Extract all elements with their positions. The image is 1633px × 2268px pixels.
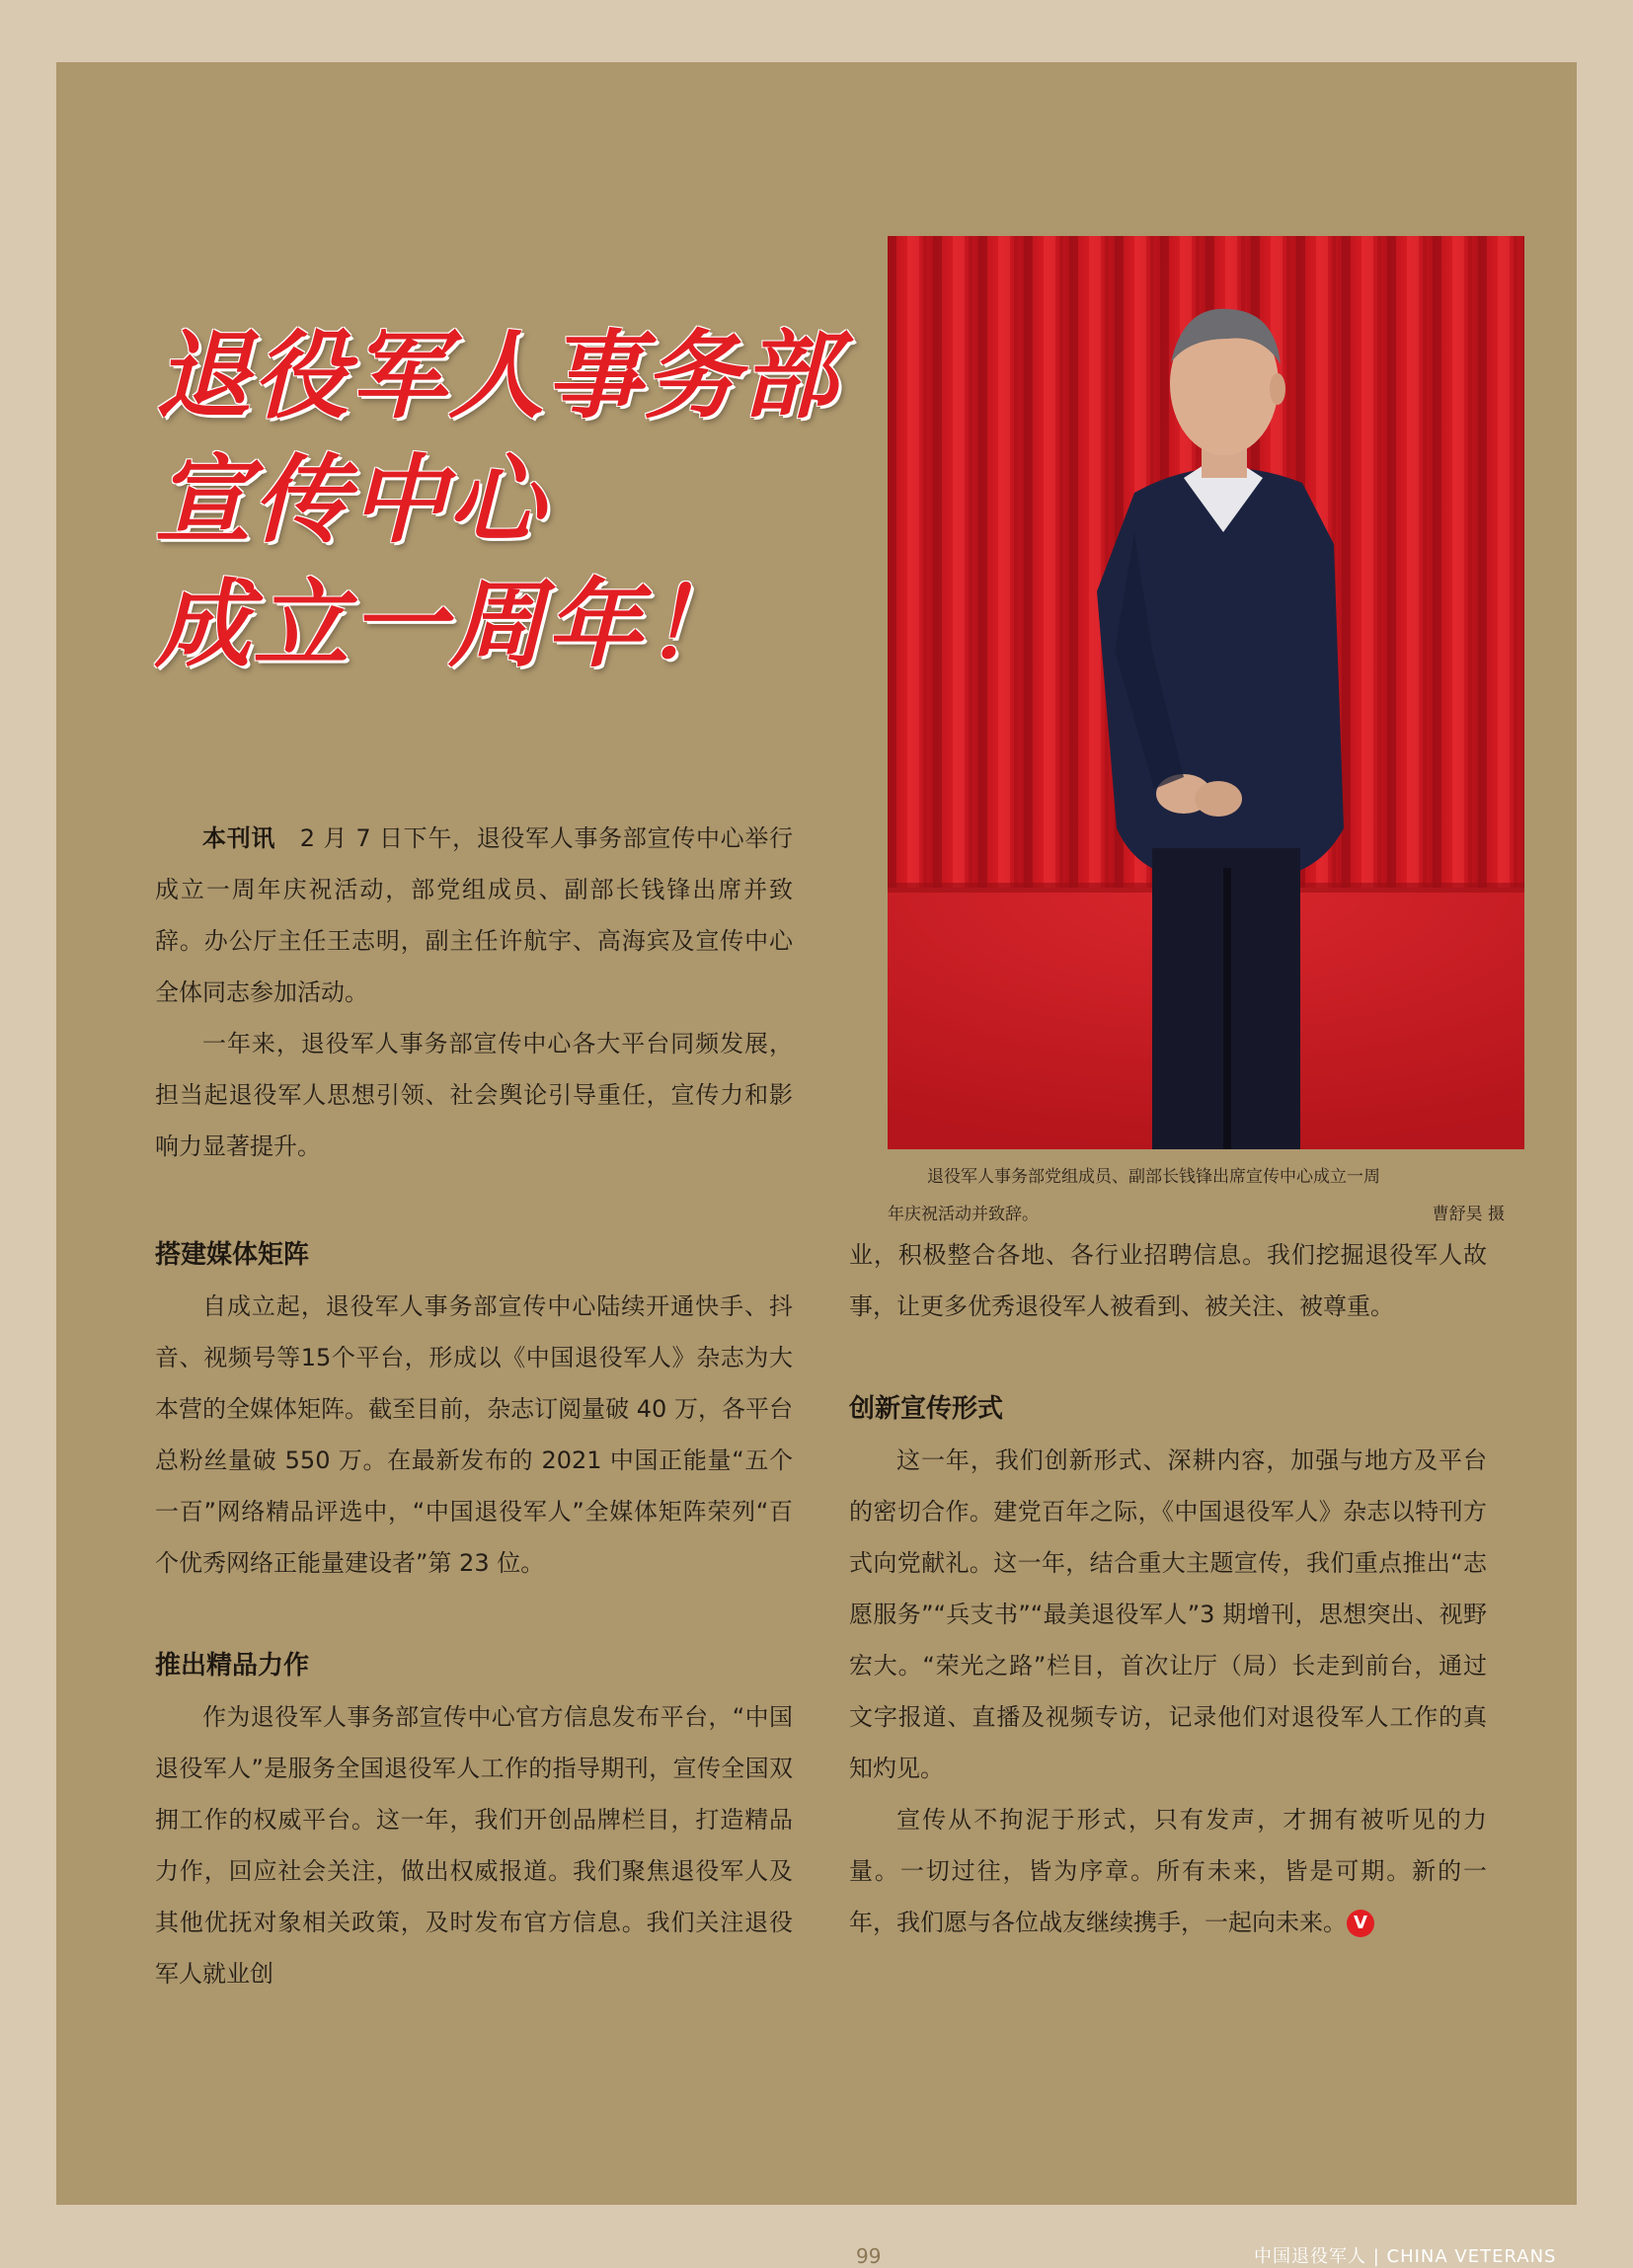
caption-line-1: 退役军人事务部党组成员、副部长钱锋出席宣传中心成立一周	[927, 1167, 1380, 1187]
caption-line-2-text: 年庆祝活动并致辞。	[888, 1205, 1039, 1224]
running-title: 中国退役军人 | CHINA VETERANS	[1254, 2246, 1557, 2267]
left-column	[155, 1229, 793, 1999]
title-line-1: 退役军人事务部	[155, 320, 839, 431]
section-heading-quality-works: 推出精品力作	[155, 1651, 310, 1681]
title-line-3: 成立一周年！	[155, 569, 741, 680]
intro-column	[155, 813, 793, 1172]
section-heading-innovation: 创新宣传形式	[849, 1394, 1004, 1424]
section-heading-media-matrix: 搭建媒体矩阵	[155, 1240, 310, 1270]
section-2-paragraph: 作为退役军人事务部宣传中心官方信息发布平台，“中国退役军人”是服务全国退役军人工作的指导期刊，宣传全国双拥工作的权威平台。这一年，我们开创品牌栏目，打造精品力作，回应社会关注，做出权威报道。我们聚焦退役军人及其他优抚对象相关政策，及时发布官方信息。我们关注退役军人就业创	[155, 1703, 793, 1988]
right-column	[849, 1229, 1487, 1948]
photo-caption	[888, 1158, 1524, 1233]
section-3-paragraph-2	[849, 1794, 1487, 1948]
intro-text-1: 2 月 7 日下午，退役军人事务部宣传中心举行成立一周年庆祝活动，部党组成员、副部长钱锋出席并致辞。办公厅主任王志明，副主任许航宇、高海宾及宣传中心全体同志参加活动。	[155, 824, 794, 1006]
section-3-text-2: 宣传从不拘泥于形式，只有发声，才拥有被听见的力量。一切过往，皆为序章。所有未来，皆是可期。新的一年，我们愿与各位战友继续携手，一起向未来。	[849, 1806, 1487, 1936]
section-1-paragraph: 自成立起，退役军人事务部宣传中心陆续开通快手、抖音、视频号等15个平台，形成以《中国退役军人》杂志为大本营的全媒体矩阵。截至目前，杂志订阅量破 40 万，各平台总粉丝量破 550 万。在最新发布的 2021 中国正能量“五个一百”网络精品评选中，“中国退役军人”全媒体矩阵荣列“百个优秀网络正能量建设者”第 23 位。	[155, 1292, 793, 1577]
caption-line-2	[888, 1196, 1524, 1233]
end-mark-icon: V	[1347, 1910, 1374, 1937]
title-line-2: 宣传中心	[155, 444, 546, 556]
spacer	[155, 1589, 793, 1640]
spacer	[849, 1332, 1487, 1383]
intro-paragraph-2: 一年来，退役军人事务部宣传中心各大平台同频发展，担当起退役军人思想引领、社会舆论引导重任，宣传力和影响力显著提升。	[155, 1030, 793, 1160]
lead-label: 本刊讯	[202, 824, 276, 852]
page-number: 99	[856, 2244, 882, 2268]
section-2-continuation: 业，积极整合各地、各行业招聘信息。我们挖掘退役军人故事，让更多优秀退役军人被看到、被关注、被尊重。	[849, 1241, 1487, 1320]
intro-paragraph-1	[155, 813, 793, 1018]
section-3-paragraph-1: 这一年，我们创新形式、深耕内容，加强与地方及平台的密切合作。建党百年之际，《中国退役军人》杂志以特刊方式向党献礼。这一年，结合重大主题宣传，我们重点推出“志愿服务”“兵支书”“最美退役军人”3 期增刊，思想突出、视野宏大。“荣光之路”栏目，首次让厅（局）长走到前台，通过文字报道、直播及视频专访，记录他们对退役军人工作的真知灼见。	[849, 1447, 1487, 1782]
article-title	[155, 314, 905, 687]
magazine-page	[56, 62, 1577, 2268]
photo-credit: 曹舒昊 摄	[1432, 1205, 1505, 1224]
speaker-photo	[888, 236, 1524, 1149]
